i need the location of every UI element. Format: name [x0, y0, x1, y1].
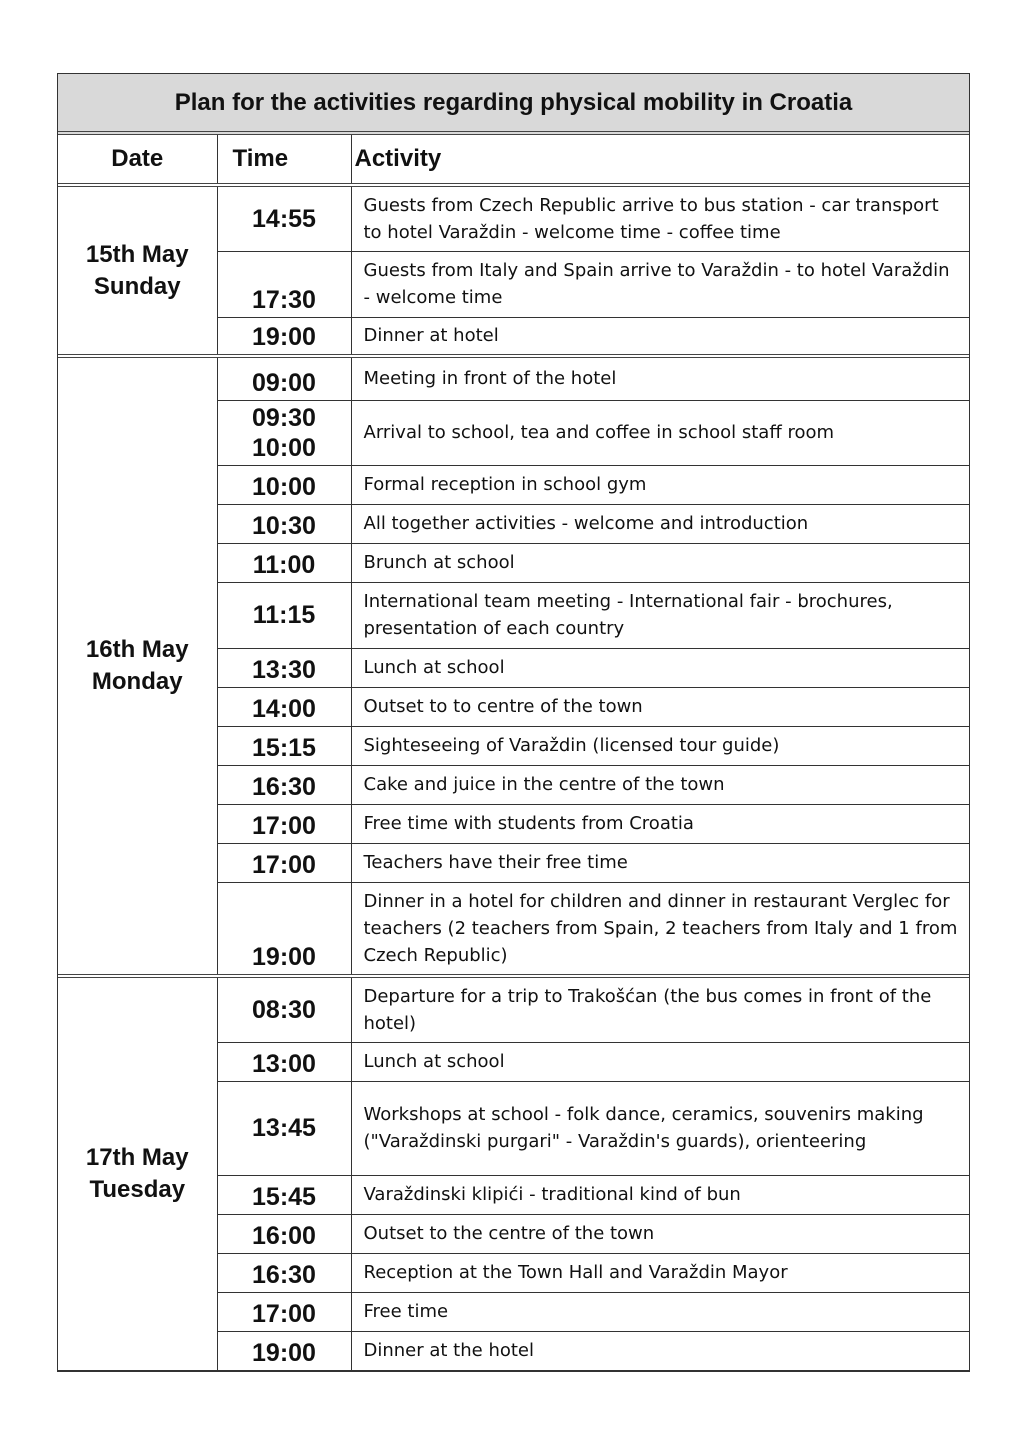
time-cell: [217, 1081, 351, 1175]
time-cell: [217, 400, 351, 465]
activity-cell: Cake and juice in the centre of the town: [351, 765, 969, 804]
date-cell: [58, 185, 217, 356]
time-value: 14:00: [252, 694, 316, 723]
time-cell: [217, 1253, 351, 1292]
date-cell: [58, 356, 217, 976]
time-value: 17:00: [252, 811, 316, 840]
time-value: 19:00: [252, 1338, 316, 1367]
activity-cell: Workshops at school - folk dance, ceramics, souvenirs making ("Varaždinski purgari" - Varaždin's guards), orienteering: [351, 1081, 969, 1175]
date-cell: [58, 976, 217, 1370]
time-cell: [217, 843, 351, 882]
time-cell: [217, 185, 351, 251]
time-cell: [217, 317, 351, 356]
activity-cell: Arrival to school, tea and coffee in school staff room: [351, 400, 969, 465]
activity-cell: International team meeting - International fair - brochures, presentation of each country: [351, 582, 969, 648]
time-value: 16:00: [252, 1221, 316, 1250]
time-cell: [217, 251, 351, 317]
time-value: 10:00: [252, 433, 316, 462]
activity-cell: Guests from Czech Republic arrive to bus station - car transport to hotel Varaždin - welcome time - coffee time: [351, 185, 969, 251]
time-cell: [217, 504, 351, 543]
activity-cell: All together activities - welcome and introduction: [351, 504, 969, 543]
time-cell: [217, 1042, 351, 1081]
time-value: 10:30: [252, 511, 316, 540]
time-cell: [217, 1214, 351, 1253]
time-cell: [217, 648, 351, 687]
time-value: 09:00: [252, 368, 316, 397]
date-label: 15th May: [85, 240, 189, 268]
activity-cell: Sighteseeing of Varaždin (licensed tour guide): [351, 726, 969, 765]
time-cell: [217, 356, 351, 400]
time-value: 13:45: [252, 1114, 316, 1142]
activity-cell: Formal reception in school gym: [351, 465, 969, 504]
schedule-sheet: [57, 73, 970, 1372]
time-value: 11:15: [252, 601, 316, 629]
time-cell: [217, 465, 351, 504]
activity-cell: Brunch at school: [351, 543, 969, 582]
time-value: 15:45: [252, 1182, 316, 1211]
time-value: 15:15: [252, 733, 316, 762]
activity-cell: Reception at the Town Hall and Varaždin Mayor: [351, 1253, 969, 1292]
activity-cell: Free time with students from Croatia: [351, 804, 969, 843]
time-value: 14:55: [252, 204, 316, 233]
table-row: [58, 976, 969, 1042]
time-cell: [217, 1175, 351, 1214]
activity-cell: Outset to the centre of the town: [351, 1214, 969, 1253]
date-label: 17th May: [85, 1143, 189, 1171]
time-cell: [217, 882, 351, 976]
time-value: 19:00: [252, 943, 316, 971]
time-value: 16:30: [252, 1260, 316, 1289]
time-value: 16:30: [252, 772, 316, 801]
activity-cell: Lunch at school: [351, 648, 969, 687]
time-value: 11:00: [252, 550, 316, 579]
activity-cell: Dinner at the hotel: [351, 1331, 969, 1370]
time-cell: [217, 687, 351, 726]
time-value: 13:00: [252, 1049, 316, 1078]
activity-cell: Guests from Italy and Spain arrive to Varaždin - to hotel Varaždin - welcome time: [351, 251, 969, 317]
table-row: [58, 356, 969, 400]
activity-cell: Dinner in a hotel for children and dinner in restaurant Verglec for teachers (2 teachers from Spain, 2 teachers from Italy and 1 from Czech Republic): [351, 882, 969, 976]
weekday-label: Sunday: [93, 272, 181, 300]
activity-cell: Meeting in front of the hotel: [351, 356, 969, 400]
header-date: Date: [58, 135, 217, 185]
time-value: 08:30: [252, 995, 316, 1024]
activity-cell: Outset to to centre of the town: [351, 687, 969, 726]
time-cell: [217, 1292, 351, 1331]
weekday-label: Monday: [91, 668, 183, 695]
time-value: 10:00: [252, 472, 316, 501]
date-label: 16th May: [85, 636, 189, 663]
activity-cell: Free time: [351, 1292, 969, 1331]
time-value: 17:00: [252, 850, 316, 879]
header-time: Time: [217, 135, 351, 185]
schedule-table: [58, 135, 969, 1371]
time-value: 13:30: [252, 655, 316, 684]
time-cell: [217, 765, 351, 804]
activity-cell: Dinner at hotel: [351, 317, 969, 356]
weekday-label: Tuesday: [89, 1175, 186, 1203]
activity-cell: Teachers have their free time: [351, 843, 969, 882]
time-cell: [217, 1331, 351, 1370]
time-value: 19:00: [252, 323, 316, 351]
header-activity: Activity: [351, 135, 969, 185]
activity-cell: Departure for a trip to Trakošćan (the bus comes in front of the hotel): [351, 976, 969, 1042]
header-row: [58, 135, 969, 185]
time-value: 17:30: [252, 285, 316, 314]
time-cell: [217, 804, 351, 843]
time-cell: [217, 543, 351, 582]
schedule-title: Plan for the activities regarding physical mobility in Croatia: [58, 74, 969, 135]
time-cell: [217, 726, 351, 765]
activity-cell: Varaždinski klipići - traditional kind of bun: [351, 1175, 969, 1214]
time-cell: [217, 976, 351, 1042]
time-value: 09:30: [252, 403, 316, 432]
time-cell: [217, 582, 351, 648]
activity-cell: Lunch at school: [351, 1042, 969, 1081]
time-value: 17:00: [252, 1299, 316, 1328]
table-row: [58, 185, 969, 251]
